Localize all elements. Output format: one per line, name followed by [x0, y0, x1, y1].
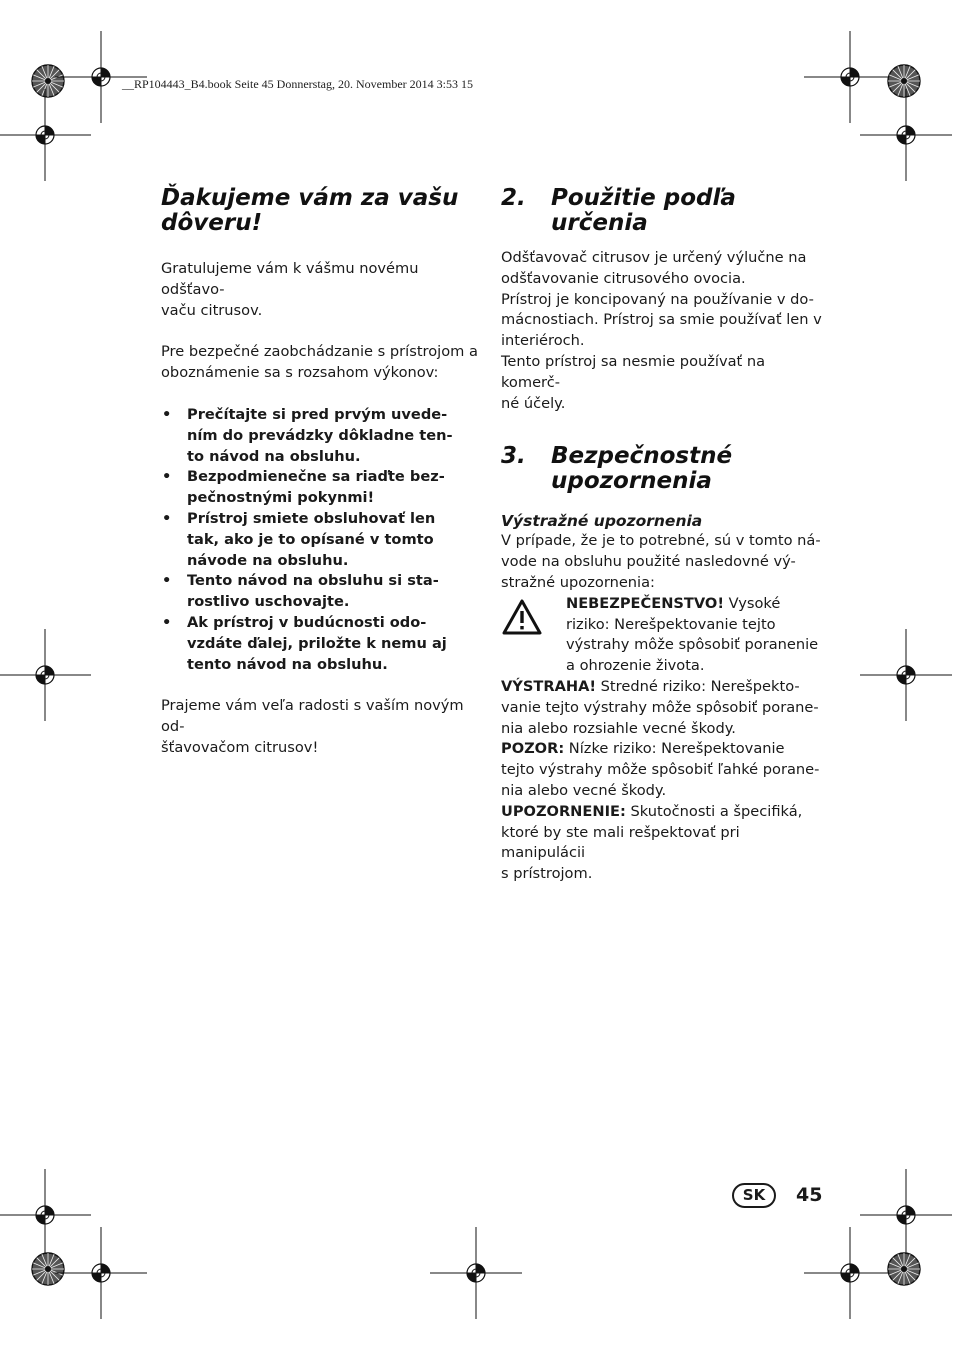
bullet-icon: •	[162, 572, 172, 590]
bullet-icon: •	[162, 468, 172, 486]
list-item	[161, 405, 483, 467]
text-line: šťavovačom citrusov!	[161, 738, 319, 756]
text-line: tak, ako je to opísané v tomto	[187, 530, 434, 548]
text-line: vaču citrusov.	[161, 301, 263, 319]
heading-line: Bezpečnostné	[551, 443, 733, 470]
warning-label: VÝSTRAHA!	[501, 677, 597, 695]
danger-text	[566, 594, 823, 677]
text-line: Pre bezpečné zaobchádzanie s prístrojom a	[161, 343, 478, 361]
text-line: Nízke riziko: Nerešpektovanie	[564, 740, 785, 758]
intended-use-paragraph	[501, 248, 823, 414]
list-item	[161, 509, 483, 571]
danger-warning-block	[501, 594, 823, 677]
text-line: oboznámenie sa s rozsahom výkonov:	[161, 364, 439, 382]
text-line: V prípade, že je to potrebné, sú v tomto ná-	[501, 532, 821, 550]
bullet-icon: •	[162, 509, 172, 527]
text-line: nia alebo vecné škody.	[501, 781, 667, 799]
text-line: s prístrojom.	[501, 865, 593, 883]
text-line: vzdáte ďalej, priložte k nemu aj	[187, 634, 447, 652]
text-line: Ak prístroj v budúcnosti odo-	[187, 613, 427, 631]
congratulation-paragraph	[161, 259, 483, 321]
text-line: výstrahy môže spôsobiť poranenie	[566, 636, 819, 654]
warning-text	[501, 677, 823, 739]
text-line: né účely.	[501, 394, 566, 412]
text-line: Prajeme vám veľa radosti s vaším novým od-	[161, 697, 464, 736]
text-line: Stredné riziko: Nerešpekto-	[596, 677, 800, 695]
text-line: Bezpodmienečne sa riaďte bez-	[187, 468, 445, 486]
list-item	[161, 467, 483, 509]
text-line: to návod na obsluhu.	[187, 447, 361, 465]
text-line: vanie tejto výstrahy môže spôsobiť porane-	[501, 698, 819, 716]
section-number: 2.	[501, 185, 526, 211]
text-line: nia alebo rozsiahle vecné škody.	[501, 719, 736, 737]
caution-label: POZOR:	[501, 740, 565, 758]
heading-line: Použitie podľa	[551, 185, 736, 211]
print-file-header: __RP104443_B4.book Seite 45 Donnerstag, 20. November 2014 3:53 15	[122, 77, 473, 91]
text-line: mácnostiach. Prístroj sa smie používať len v	[501, 311, 822, 329]
text-line: tento návod na obsluhu.	[187, 655, 388, 673]
instruction-bullet-list	[161, 405, 483, 675]
closing-paragraph	[161, 696, 483, 758]
text-line: Tento prístroj sa nesmie používať na komerč-	[501, 352, 766, 391]
text-line: vode na obsluhu použité nasledovné vý-	[501, 553, 796, 571]
text-line: návode na obsluhu.	[187, 551, 349, 569]
heading-line: Ďakujeme vám za vašu	[161, 185, 459, 211]
text-line: ktoré by ste mali rešpektovať pri manipulácii	[501, 823, 740, 862]
text-line: a ohrozenie života.	[566, 657, 705, 675]
text-line: Prístroj smiete obsluhovať len	[187, 509, 436, 527]
text-line: Vysoké	[723, 594, 781, 612]
list-item	[161, 571, 483, 613]
section-title	[551, 186, 736, 236]
page-number: 45	[796, 1184, 823, 1206]
danger-label: NEBEZPEČENSTVO!	[566, 594, 724, 612]
text-line: riziko: Nerešpektovanie tejto	[566, 615, 776, 633]
text-line: interiéroch.	[501, 332, 585, 350]
text-line: pečnostnými pokynmi!	[187, 489, 375, 507]
bullet-icon: •	[162, 613, 172, 631]
text-line: Odšťavovač citrusov je určený výlučne na	[501, 249, 807, 266]
bullet-icon: •	[162, 405, 172, 423]
notice-text	[501, 802, 823, 885]
notice-label: UPOZORNENIE:	[501, 802, 626, 820]
list-item	[161, 613, 483, 675]
heading-line: určenia	[551, 210, 648, 236]
text-line: ním do prevádzky dôkladne ten-	[187, 426, 453, 444]
warning-triangle-icon	[501, 594, 566, 677]
section-number: 3.	[501, 443, 526, 470]
warnings-subheading: Výstražné upozornenia	[501, 512, 703, 531]
section-title	[551, 444, 732, 494]
text-line: rostlivo uschovajte.	[187, 593, 350, 611]
language-badge: SK	[732, 1183, 776, 1208]
section-2-heading	[501, 186, 823, 236]
caution-text	[501, 739, 823, 801]
text-line: odšťavovanie citrusového ovocia.	[501, 269, 746, 287]
text-line: Gratulujeme vám k vášmu novému odšťavo-	[161, 260, 419, 298]
text-line: Prečítajte si pred prvým uvede-	[187, 405, 448, 423]
warnings-intro-paragraph	[501, 531, 823, 593]
left-column	[161, 186, 483, 759]
section-3-heading	[501, 444, 823, 494]
text-line: Tento návod na obsluhu si sta-	[187, 572, 439, 590]
text-line: Prístroj je koncipovaný na používanie v do-	[501, 290, 814, 308]
safety-intro-paragraph	[161, 342, 483, 384]
heading-line: dôveru!	[161, 210, 263, 236]
heading-line: upozornenia	[551, 468, 712, 495]
text-line: stražné upozornenia:	[501, 573, 655, 591]
text-line: Skutočnosti a špecifiká,	[625, 802, 803, 820]
thank-you-heading	[161, 186, 483, 236]
text-line: tejto výstrahy môže spôsobiť ľahké porane-	[501, 761, 820, 779]
right-column	[501, 186, 823, 885]
